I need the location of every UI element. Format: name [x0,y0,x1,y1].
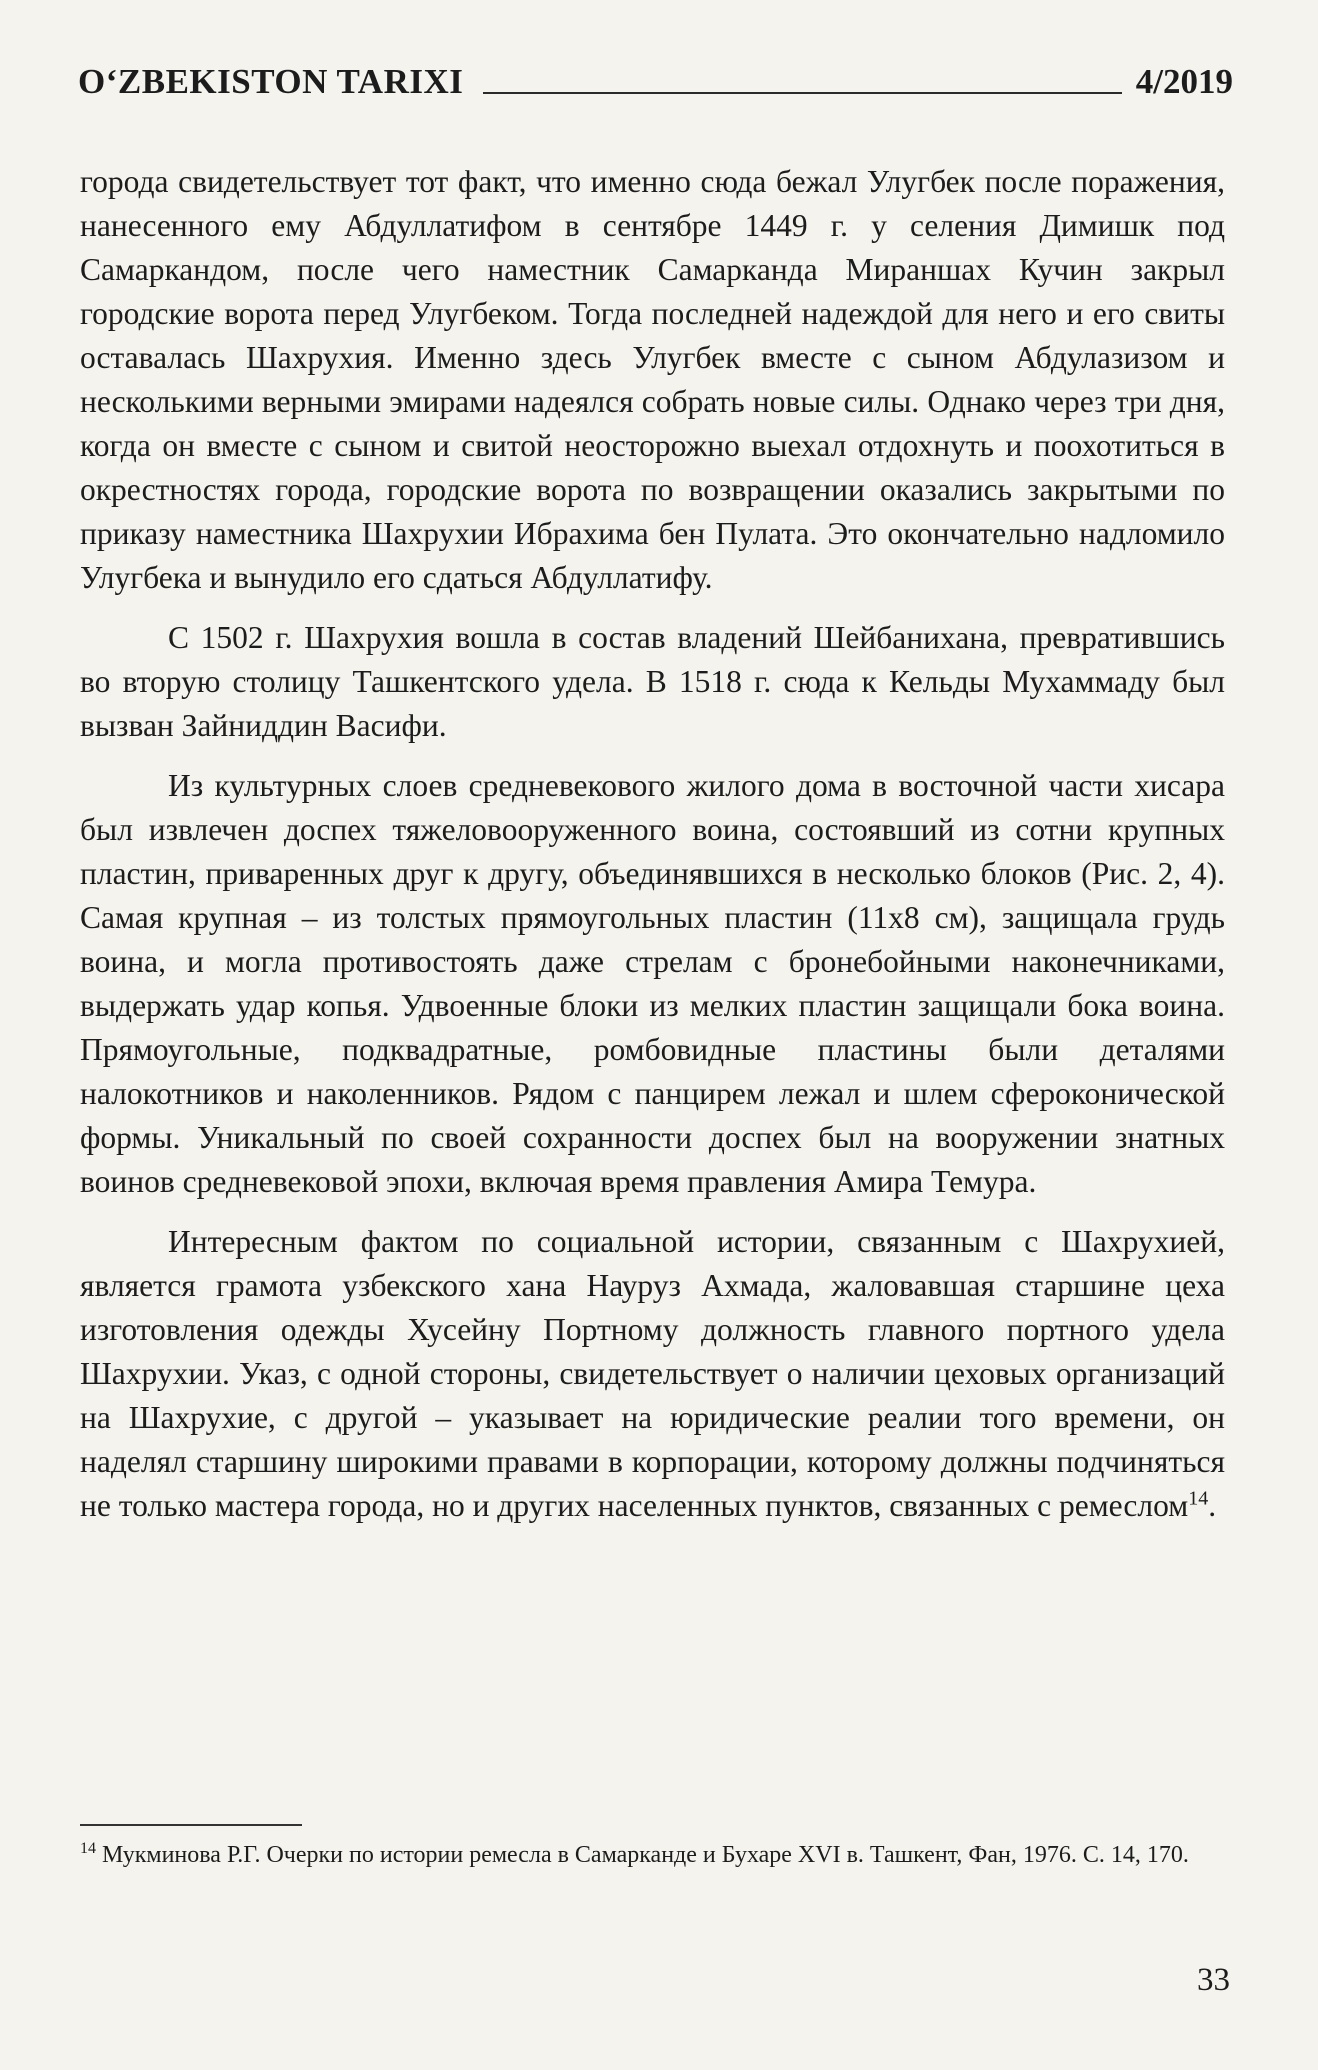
paragraph-2: С 1502 г. Шахрухия вошла в состав владений Шейбанихана, превратившись во вторую столицу Ташкентского удела. В 1518 г. сюда к Кельды Мухаммаду был вызван Зайниддин Васифи. [80,620,1225,743]
footnote-number: 14 [80,1840,96,1857]
footnote [80,1836,1225,1874]
paragraph-4-text: Интересным фактом по социальной истории, связанным с Шахрухией, является грамота узбекского хана Науруз Ахмада, жаловавшая старшине цеха изготовления одежды Хусейну Портному должность главного портного удела Шахрухии. Указ, с одной стороны, свидетельствует о наличии цеховых организаций на Шахрухие, с другой – указывает на юридические реалии того времени, он наделял старшину широкими правами в корпорации, которому должны подчиняться не только мастера города, но и других населенных пунктов, связанных с ремеслом [80,1224,1225,1523]
journal-title: O‘ZBEKISTON TARIXI [78,62,464,101]
page-number: 33 [1197,1962,1230,1998]
header-rule [483,92,1121,94]
footnote-reference[interactable]: 14 [1188,1487,1209,1510]
paragraph-1: города свидетельствует тот факт, что именно сюда бежал Улугбек после поражения, нанесенного ему Абдуллатифом в сентябре 1449 г. у селения Димишк под Самаркандом, после чего наместник Самарканда Мираншах Кучин закрыл городские ворота перед Улугбеком. Тогда последней надеждой для него и его свиты оставалась Шахрухия. Именно здесь Улугбек вместе с сыном Абдулазизом и несколькими верными эмирами надеялся собрать новые силы. Однако через три дня, когда он вместе с сыном и свитой неосторожно выехал отдохнуть и поохотиться в окрестностях города, городские ворота по возвращении оказались закрытыми по приказу наместника Шахрухии Ибрахима бен Пулата. Это окончательно надломило Улугбека и вынудило его сдаться Абдуллатифу. [80,164,1225,595]
footnote-text: Мукминова Р.Г. Очерки по истории ремесла в Самарканде и Бухаре XVI в. Ташкент, Фан, 1976. С. 14, 170. [102,1842,1189,1868]
paragraph-4 [80,1220,1225,1528]
issue-number: 4/2019 [1135,62,1233,101]
article-body [80,160,1225,1528]
running-header [78,52,1233,102]
sentence-period: . [1208,1488,1217,1523]
footnote-separator [80,1824,302,1826]
paragraph-3: Из культурных слоев средневекового жилого дома в восточной части хисара был извлечен доспех тяжеловооруженного воина, состоявший из сотни крупных пластин, приваренных друг к другу, объединявшихся в несколько блоков (Рис. 2, 4). Самая крупная – из толстых прямоугольных пластин (11х8 см), защищала грудь воина, и могла противостоять даже стрелам с бронебойными наконечниками, выдержать удар копья. Удвоенные блоки из мелких пластин защищали бока воина. Прямоугольные, подквадратные, ромбовидные пластины были деталями налокотников и наколенников. Рядом с панцирем лежал и шлем сфероконической формы. Уникальный по своей сохранности доспех был на вооружении знатных воинов средневековой эпохи, включая время правления Амира Темура. [80,768,1225,1199]
